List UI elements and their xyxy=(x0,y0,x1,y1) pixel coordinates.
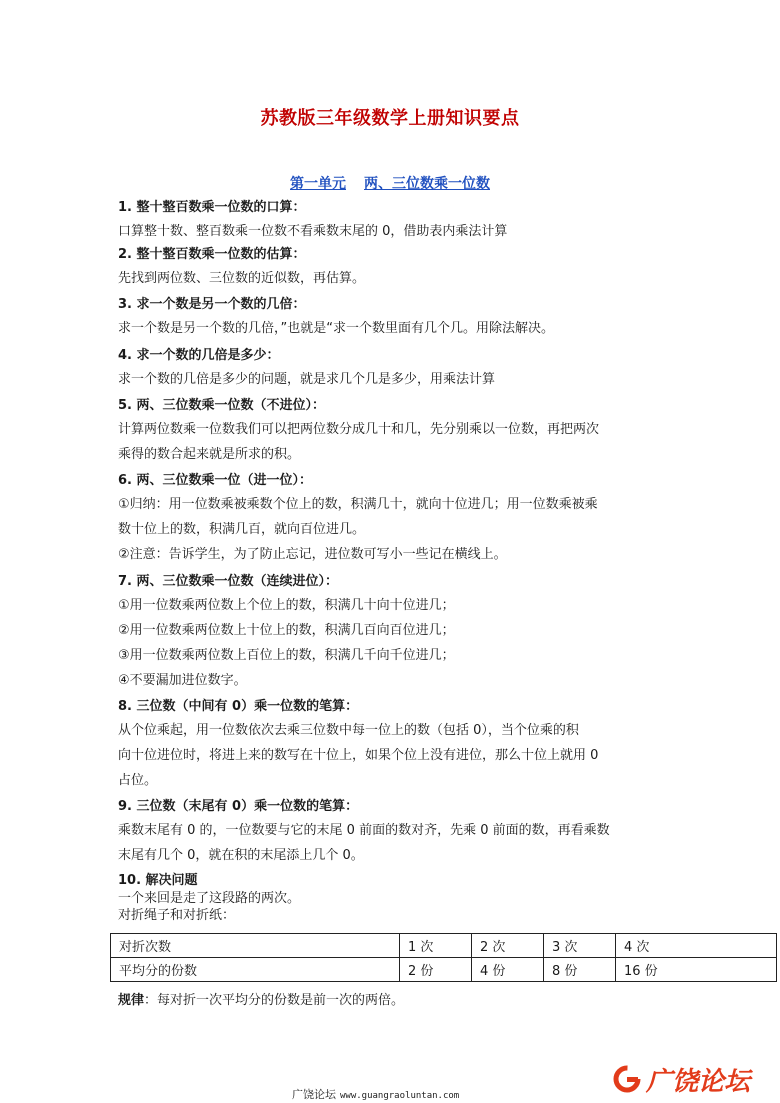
table-cell: 平均分的份数 xyxy=(111,958,400,982)
table-cell: 1 次 xyxy=(400,934,472,958)
section-line: 对折绳子和对折纸： xyxy=(118,908,236,923)
table-row xyxy=(111,934,777,958)
section-heading: 7. 两、三位数乘一位数（连续进位）： xyxy=(118,574,339,589)
section-line: 数十位上的数，积满几百，就向百位进几。 xyxy=(118,522,366,537)
section-7 xyxy=(118,571,663,693)
document-title: 苏教版三年级数学上册知识要点 xyxy=(260,108,520,129)
footer-url[interactable]: www.guangraoluntan.com xyxy=(340,1091,460,1101)
section-1 xyxy=(118,197,663,244)
section-line: 一个来回是走了这段路的两次。 xyxy=(118,891,301,906)
table-row xyxy=(111,958,777,982)
section-10 xyxy=(118,872,663,924)
section-4 xyxy=(118,345,663,392)
rule-note xyxy=(118,989,404,1008)
unit-title xyxy=(0,173,780,193)
section-line: ③用一位数乘两位数上百位上的数，积满几千向千位进几； xyxy=(118,648,455,663)
section-line: 乘数末尾有 0 的，一位数要与它的末尾 0 前面的数对齐，先乘 0 前面的数，再看乘数 xyxy=(118,823,610,838)
unit-number: 第一单元 xyxy=(290,176,346,192)
table-cell: 4 次 xyxy=(616,934,777,958)
section-line: 求一个数是另一个数的几倍，”也就是“求一个数里面有几个几。用除法解决。 xyxy=(118,321,554,336)
section-line: 乘得的数合起来就是所求的积。 xyxy=(118,447,301,462)
section-line: 末尾有几个 0，就在积的末尾添上几个 0。 xyxy=(118,848,364,863)
section-heading: 3. 求一个数是另一个数的几倍： xyxy=(118,297,306,312)
section-2 xyxy=(118,244,663,291)
section-heading: 8. 三位数（中间有 0）乘一位数的笔算： xyxy=(118,699,359,714)
table-cell: 2 次 xyxy=(472,934,544,958)
g-logo-icon xyxy=(612,1064,642,1094)
table-cell: 2 份 xyxy=(400,958,472,982)
unit-name: 两、三位数乘一位数 xyxy=(364,176,490,192)
section-line: ②注意：告诉学生，为了防止忘记，进位数可写小一些记在横线上。 xyxy=(118,547,507,562)
section-heading: 1. 整十整百数乘一位数的口算： xyxy=(118,200,306,215)
section-line: 从个位乘起，用一位数依次去乘三位数中每一位上的数（包括 0），当个位乘的积 xyxy=(118,723,579,738)
site-logo xyxy=(612,1059,750,1099)
section-heading: 10. 解决问题 xyxy=(118,873,198,888)
section-line: ①归纳：用一位数乘被乘数个位上的数，积满几十，就向十位进几；用一位数乘被乘 xyxy=(118,497,598,512)
table-cell: 8 份 xyxy=(544,958,616,982)
section-line: 口算整十数、整百数乘一位数不看乘数末尾的 0，借助表内乘法计算 xyxy=(118,224,508,239)
rule-text: ：每对折一次平均分的份数是前一次的两倍。 xyxy=(144,993,405,1008)
section-line: 先找到两位数、三位数的近似数，再估算。 xyxy=(118,271,366,286)
section-3 xyxy=(118,294,663,341)
section-line: 占位。 xyxy=(118,773,158,788)
section-6 xyxy=(118,470,663,567)
section-line: ④不要漏加进位数字。 xyxy=(118,673,247,688)
section-line: 向十位进位时，将进上来的数写在十位上，如果个位上没有进位，那么十位上就用 0 xyxy=(118,748,599,763)
table-cell: 16 份 xyxy=(616,958,777,982)
section-heading: 9. 三位数（末尾有 0）乘一位数的笔算： xyxy=(118,799,359,814)
table-cell: 4 份 xyxy=(472,958,544,982)
logo-text: 广饶论坛 xyxy=(646,1066,751,1097)
footer-site: 广饶论坛 xyxy=(292,1088,336,1101)
rule-label: 规律 xyxy=(118,993,145,1008)
table-cell: 3 次 xyxy=(544,934,616,958)
section-5 xyxy=(118,395,663,467)
section-line: 求一个数的几倍是多少的问题，就是求几个几是多少，用乘法计算 xyxy=(118,372,496,387)
table-cell: 对折次数 xyxy=(111,934,400,958)
section-heading: 4. 求一个数的几倍是多少： xyxy=(118,348,280,363)
section-line: 计算两位数乘一位数我们可以把两位数分成几十和几，先分别乘以一位数，再把两次 xyxy=(118,422,600,437)
folding-table xyxy=(110,933,777,982)
section-9 xyxy=(118,796,663,868)
section-line: ①用一位数乘两位数上个位上的数，积满几十向十位进几； xyxy=(118,598,455,613)
section-heading: 6. 两、三位数乘一位（进一位）： xyxy=(118,473,313,488)
footer xyxy=(292,1086,459,1102)
section-8 xyxy=(118,696,663,793)
section-heading: 5. 两、三位数乘一位数（不进位）： xyxy=(118,398,326,413)
section-heading: 2. 整十整百数乘一位数的估算： xyxy=(118,247,306,262)
section-line: ②用一位数乘两位数上十位上的数，积满几百向百位进几； xyxy=(118,623,455,638)
